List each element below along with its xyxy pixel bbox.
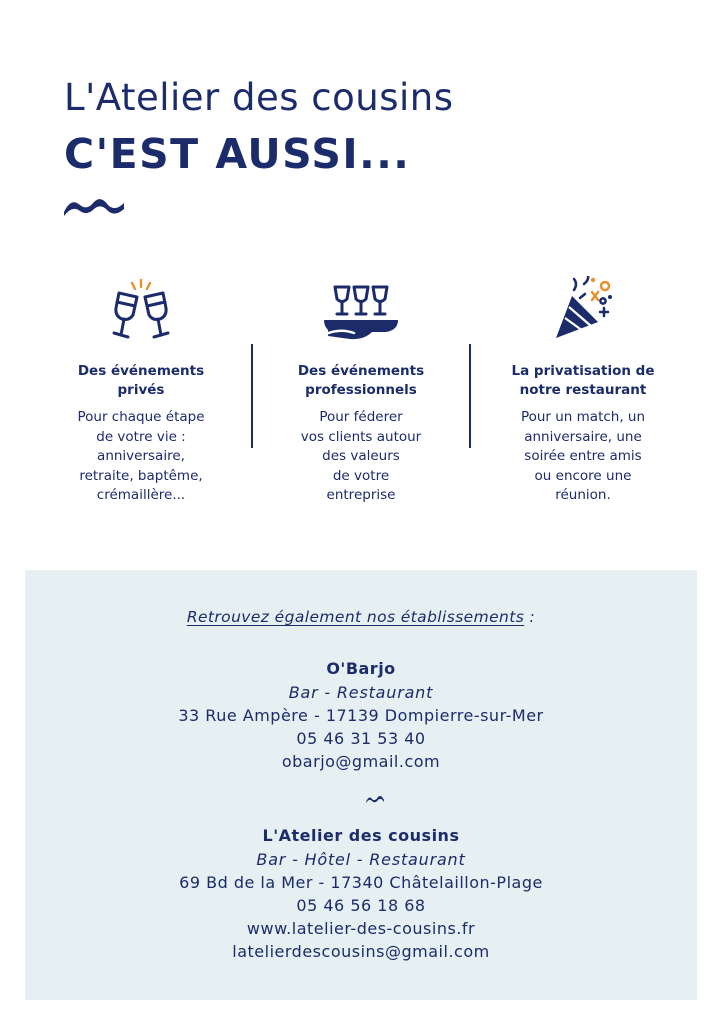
- waves-icon: [366, 794, 384, 803]
- establishment-type: Bar - Restaurant: [288, 683, 434, 702]
- service-description: Pour féderer vos clients autour des valeurs de votre entreprise: [300, 409, 422, 503]
- establishment-email[interactable]: obarjo@gmail.com: [281, 752, 441, 771]
- serving-tray-glasses-icon: [320, 284, 402, 342]
- establishment-email[interactable]: latelierdescousins@gmail.com: [232, 942, 490, 961]
- service-privatisation: [488, 278, 678, 506]
- service-description: Pour chaque étape de votre vie : anniversaire, retraite, baptême, crémaillère...: [77, 409, 205, 503]
- service-title: La privatisation de notre restaurant: [511, 363, 655, 398]
- establishment-website[interactable]: www.latelier-des-cousins.fr: [246, 919, 476, 938]
- page-subtitle: C'EST AUSSI...: [64, 130, 411, 178]
- establishments-panel: [25, 570, 697, 1000]
- establishment-atelier: [25, 824, 697, 963]
- establishment-phone[interactable]: 05 46 31 53 40: [296, 729, 426, 748]
- establishment-type: Bar - Hôtel - Restaurant: [256, 850, 466, 869]
- establishment-phone[interactable]: 05 46 56 18 68: [296, 896, 426, 915]
- service-private-events: [46, 278, 236, 506]
- column-divider: [469, 344, 471, 448]
- champagne-toast-icon: [104, 278, 178, 342]
- establishment-address: 69 Bd de la Mer - 17340 Châtelaillon-Plage: [179, 873, 543, 892]
- service-title: Des événements professionnels: [297, 363, 425, 398]
- service-title: Des événements privés: [77, 363, 205, 398]
- establishment-name: L'Atelier des cousins: [262, 826, 460, 845]
- establishment-address: 33 Rue Ampère - 17139 Dompierre-sur-Mer: [178, 706, 544, 725]
- establishment-obarjo: [25, 657, 697, 773]
- waves-icon: [62, 194, 126, 216]
- party-popper-icon: [548, 276, 618, 342]
- column-divider: [251, 344, 253, 448]
- page-title: L'Atelier des cousins: [64, 76, 454, 119]
- establishment-name: O'Barjo: [326, 659, 396, 678]
- service-description: Pour un match, un anniversaire, une soirée entre amis ou encore une réunion.: [520, 409, 646, 503]
- establishments-intro: Retrouvez également nos établissements :: [186, 608, 536, 626]
- service-professional-events: [266, 278, 456, 506]
